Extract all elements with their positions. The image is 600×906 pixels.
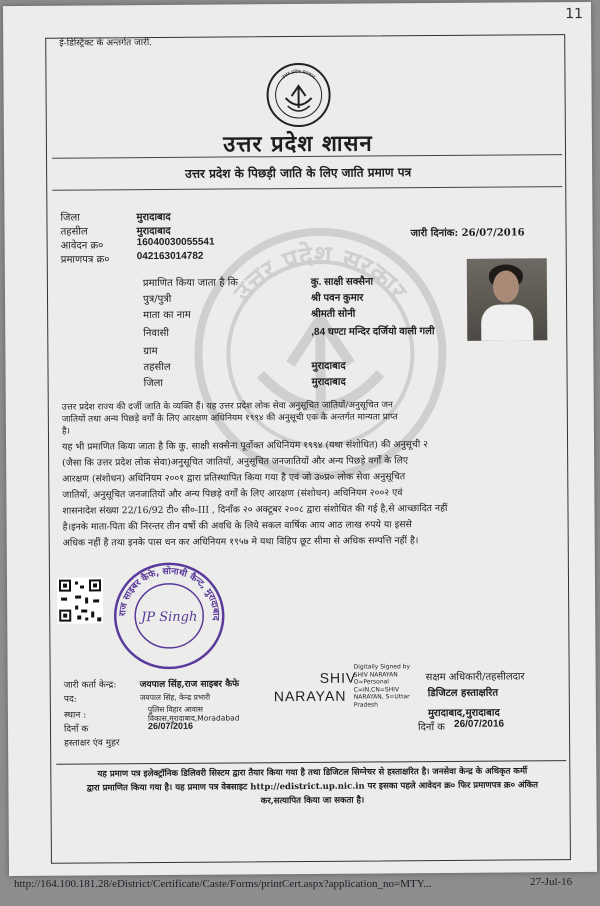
mother-name: श्रीमती सोनी (311, 308, 356, 320)
digital-sign-details: Digitally Signed by SHIV NARAYAN O=Personal C=IN,CN=SHIV NARAYAN, S=Uttar Pradesh (353, 663, 411, 709)
certified-label: प्रमाणित किया जाता है कि (142, 277, 238, 290)
application-number: 16040030055541 (136, 236, 215, 249)
para-line-3: आरक्षण (संशोधन) अधिनियम २००१ द्वारा प्रतिस्थापित किया गया है एवं जो उ०प्र० लोक सेवा अनुसूचित (62, 471, 406, 485)
district-label: जिला (60, 212, 80, 224)
person-tehsil-value: मुरादाबाद (311, 360, 346, 372)
digital-sign-name-1: SHIV (319, 669, 357, 686)
up-govt-emblem (265, 62, 331, 128)
residence-value: ,84 घण्टा मन्दिर दर्जियो वाली गली (311, 326, 435, 338)
tehsil-label: तहसील (60, 226, 88, 238)
authority-date: 26/07/2016 (453, 718, 505, 730)
issuer-place-label: स्थान : (63, 710, 87, 721)
digital-sign-name-2: NARAYAN (273, 687, 347, 705)
residence-label: निवासी (143, 327, 169, 340)
caste-line-3: है। (61, 426, 70, 437)
issuer-date: 26/07/2016 (147, 720, 194, 732)
caste-line-1: उत्तर प्रदेश राज्य की दर्जी जाति के व्यक्ति हैं। यह उत्तर प्रदेश लोक सेवा अनुसूचित जातियों/अनुसूचित जन (61, 400, 393, 413)
issuer-place-line2: विकास,मुरादाबाद,Moradabad (147, 713, 240, 724)
page-title: उत्तर प्रदेश शासन (223, 130, 373, 158)
certificate-subtitle: उत्तर प्रदेश के पिछड़ी जाति के लिए जाति प्रमाण पत्र (185, 165, 412, 181)
stamp-ring-text: राज साइबर कैफे, सोनाथी कैन्ट, मुरादाबाद (118, 566, 221, 621)
issuer-date-label: दिनाँ क (63, 724, 89, 735)
tehsil-value: मुरादाबाद (136, 225, 171, 238)
qr-code (57, 577, 103, 623)
father-name: श्री पवन कुमार (310, 292, 364, 304)
para-line-2: (जैसा कि उत्तर प्रदेश लोक सेवा)अनुसूचित जातियों, अनुसूचित जनजातियों और अन्य पिछड़े वर्गों के लिए (62, 455, 409, 469)
edistrict-note: ई-डिस्ट्रिक्ट के अन्तर्गत जारी. (59, 38, 153, 49)
certificate-number: 042163014782 (136, 250, 204, 263)
authority-date-label: दिनाँ क (417, 721, 445, 734)
para-line-4: जातियों, अनुसूचित जनजातियों और अन्य पिछड़े वर्गों के लिए आरक्षण (संशोधन) अधिनियम २००२ एवं (62, 487, 403, 501)
certificate-label: प्रमाणपत्र क्र० (60, 254, 110, 266)
person-tehsil-label: तहसील (143, 361, 171, 374)
stamp-signature: JP Singh (141, 609, 198, 626)
issuer-sign-label: हस्ताक्षर एंव मुहर (64, 738, 120, 749)
authority-title: सक्षम अधिकारी/तहसीलदार (425, 671, 525, 684)
issue-date-value: 26/07/2016 (461, 227, 525, 239)
authority-place: मुरादाबाद,मुरादाबाद (427, 707, 500, 720)
issuer-center-label: जारी कर्ता केन्द्र: (63, 680, 117, 691)
certificate-paper (3, 2, 597, 876)
parent-label: पुत्र/पुत्री (142, 293, 172, 306)
page-mark: 11 (565, 6, 584, 23)
para-line-7: अधिक नहीं है तथा इनके पास धन कर अधिनियम १९५७ मे यथा विहिप छूट सीमा से अधिक सम्पत्ति नहीं है। (62, 535, 419, 549)
caste-statement (62, 398, 562, 437)
footer-note (64, 764, 560, 809)
issue-date-label: जारी दिनांक: (410, 227, 459, 240)
watermark-text: उत्तर प्रदेश सरकार (228, 240, 412, 308)
para-line-1: यह भी प्रमाणित किया जाता है कि कु. साक्षी सक्सैना पूर्वोक्त अधिनियम १९९४ (यथा संशोधित) की अनुसूची २ (62, 439, 429, 453)
emblem-text: उत्तर प्रदेश सरकार (280, 68, 317, 81)
print-url: http://164.100.181.28/eDistrict/Certificate/Caste/Forms/printCert.aspx?application_no=MTY... (14, 878, 432, 890)
mother-label: माता का नाम (143, 309, 191, 322)
para-line-6: है।इनके माता-पिता की निरन्तर तीन वर्षो की अवधि के लिये सकल वार्षिक आय आठ लाख रुपये या इससे (62, 519, 412, 533)
person-name: कु. साक्षी सक्सैना (310, 276, 374, 288)
person-district-label: जिला (143, 377, 164, 390)
applicant-photo (467, 258, 548, 341)
para-line-5: शासनादेश संख्या 22/16/92 टी० सी०-III , दिनाँक २० अक्टूबर २००८ द्वारा संशोधित की गई है,से आच्छादित नहीं (62, 502, 448, 517)
issuer-place-line1: पुलिस विहार आवास (147, 704, 203, 715)
issue-date-row (411, 224, 525, 239)
footer-line-3: कर,सत्यापित किया जा सकता है। (260, 795, 365, 807)
footer-line-1: यह प्रमाण पत्र इलेक्ट्रॉनिक डिलिवरी सिस्टम द्वारा तैयार किया गया है तथा डिजिटल सिग्नेचर से हस्ताक्षरित है। जनसेवा केन्द्र के अधिकृत कर्मी (97, 766, 528, 780)
application-label: आवेदन क्र० (60, 240, 104, 252)
authority-digital: डिजिटल हस्ताक्षरित (427, 687, 499, 700)
print-date: 27-Jul-16 (530, 876, 573, 888)
issuer-post: जयपाल सिंह, केन्द्र प्रभारी (139, 692, 211, 703)
cafe-stamp (111, 561, 228, 672)
footer-line-2: द्वारा प्रमाणित किया गया है। यह प्रमाण पत्र वेबसाइट http://edistrict.up.nic.in पर इसका पहले आवेदन क्र० फिर प्रमाणपत्र क्र० अंकित (86, 780, 539, 794)
issuer-post-label: पद: (63, 694, 77, 705)
caste-line-2: जातियों तथा अन्य पिछड़े वर्गों के लिए आरक्षण अधिनियम १९९४ की अनुसूची एक के अन्तर्गत मान्यता प्राप्त (61, 412, 398, 425)
village-label: ग्राम (143, 345, 158, 358)
issuer-center: जयपाल सिंह,राज साइबर कैफे (139, 679, 240, 691)
certification-paragraph (62, 436, 563, 551)
svg-text:उत्तर प्रदेश सरकार (281, 68, 317, 81)
district-value: मुरादाबाद (136, 211, 171, 224)
person-district-value: मुरादाबाद (311, 376, 346, 388)
